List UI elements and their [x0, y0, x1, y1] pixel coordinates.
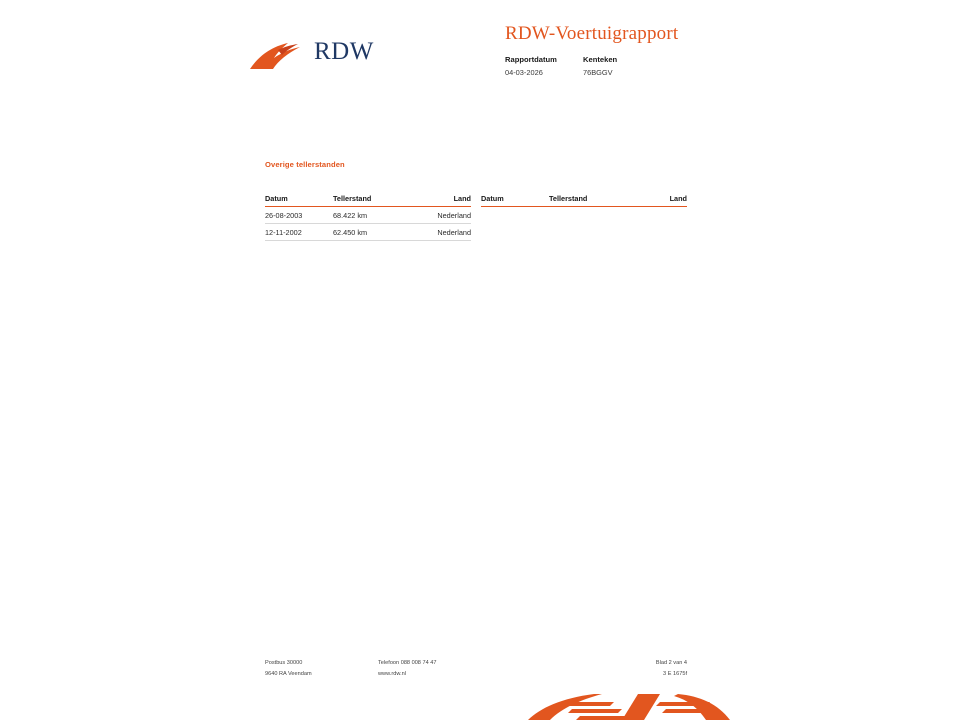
meta-licence-label: Kenteken — [583, 55, 618, 64]
footer-website[interactable]: www.rdw.nl — [378, 671, 406, 677]
footer-address-line1: Postbus 30000 — [265, 660, 303, 666]
rdw-logo — [248, 20, 478, 70]
meta-report-date — [505, 54, 557, 78]
table-overige-tellerstanden-left — [265, 194, 471, 241]
footer-form-code: 3 E 1675f — [663, 671, 687, 677]
section-heading-overige-tellerstanden: Overige tellerstanden — [265, 160, 345, 169]
cell-tellerstand: 62.450 km — [333, 224, 415, 241]
footer-contact — [378, 658, 436, 680]
column-header-tellerstand: Tellerstand — [549, 194, 631, 207]
page-title: RDW-Voertuigrapport — [505, 23, 679, 44]
table-overige-tellerstanden-right — [481, 194, 687, 207]
table-row — [265, 207, 471, 224]
column-header-tellerstand: Tellerstand — [333, 194, 415, 207]
footer-page-number: Blad 2 van 4 — [655, 660, 687, 666]
meta-report-date-value: 04-03-2026 — [505, 68, 543, 77]
column-header-datum: Datum — [265, 194, 333, 207]
column-header-land: Land — [415, 194, 471, 207]
cell-land: Nederland — [415, 207, 471, 224]
footer-address — [265, 658, 312, 680]
meta-licence-value: 76BGGV — [583, 68, 613, 77]
rdw-wordmark: RDW — [314, 38, 374, 65]
meta-licence — [583, 54, 617, 78]
cell-datum: 26-08-2003 — [265, 207, 333, 224]
table-header-row — [481, 194, 687, 207]
footer-address-line2: 9640 RA Veendam — [265, 671, 312, 677]
footer-phone: Telefoon 088 008 74 47 — [378, 660, 437, 666]
cell-land: Nederland — [415, 224, 471, 241]
cell-tellerstand: 68.422 km — [333, 207, 415, 224]
table-header-row — [265, 194, 471, 207]
cell-datum: 12-11-2002 — [265, 224, 333, 241]
column-header-land: Land — [631, 194, 687, 207]
rdw-bottom-ornament-icon — [510, 694, 740, 720]
meta-report-date-label: Rapportdatum — [505, 55, 557, 64]
column-header-datum: Datum — [481, 194, 549, 207]
table-row — [265, 224, 471, 241]
rdw-swoosh-icon — [248, 42, 306, 70]
footer-page-info — [643, 658, 687, 680]
